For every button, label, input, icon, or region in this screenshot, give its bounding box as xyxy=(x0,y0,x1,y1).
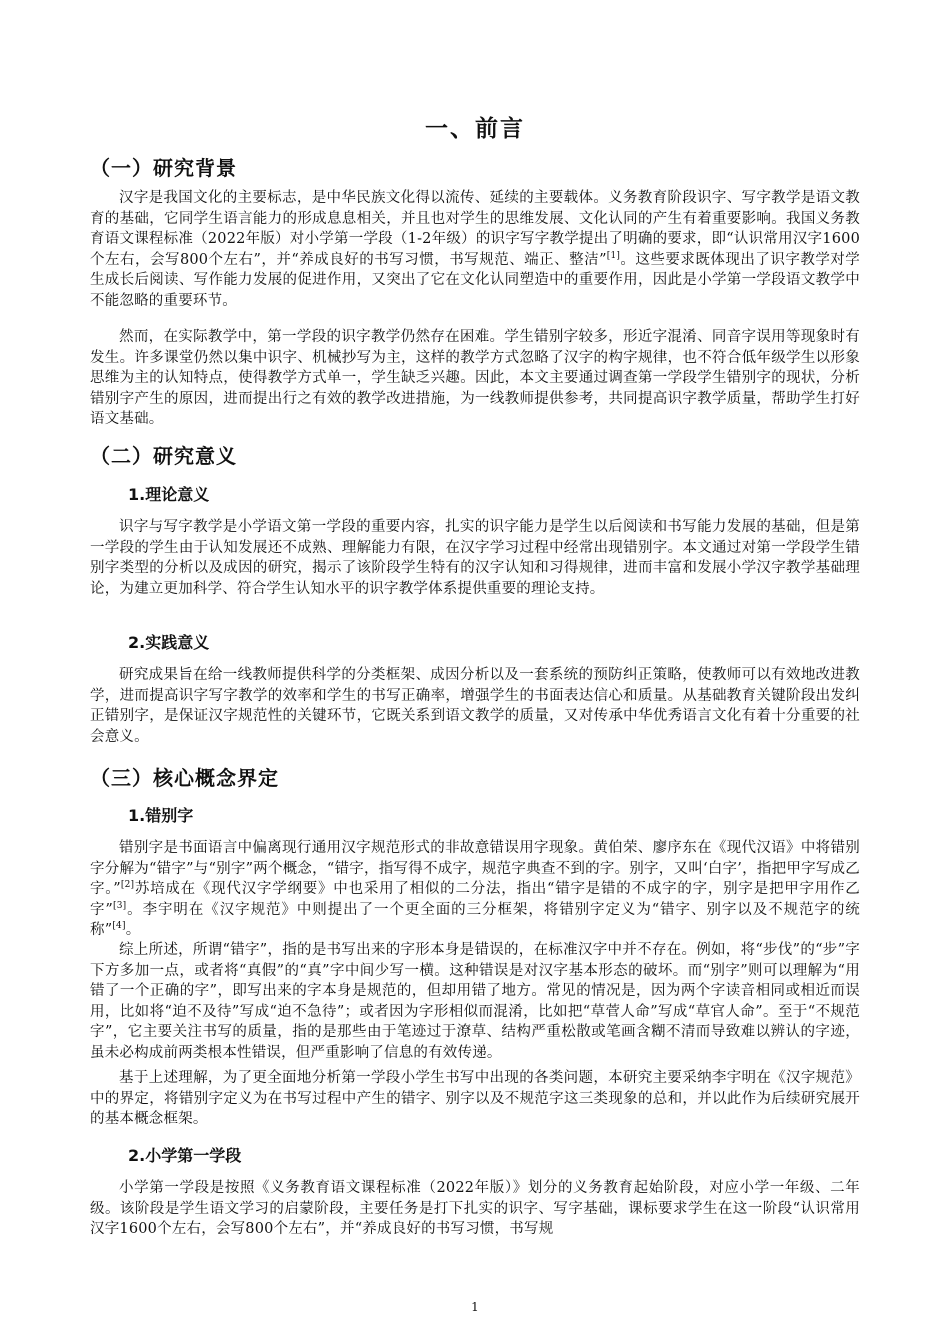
paragraph-text: 。这些要求既体现出了识字教学对学生成长后阅读、写作能力发展的促进作用，又突出了它在文化认同塑造中的重要作用，因此是小学第一学段语文教学中不能忽略的重要环节。 xyxy=(90,251,861,309)
paragraph-typo-1 xyxy=(90,838,860,941)
paragraph-typo-2: 综上所述，所谓“错字”，指的是书写出来的字形本身是错误的，在标准汉字中并不存在。例如，将“步伐”的“步”字下方多加一点，或者将“真假”的“真”字中间少写一横。这种错误是对汉字基本形态的破坏。而“别字”则可以理解为“用错了一个正确的字”，即写出来的字本身是规范的，但却用错了地方。常见的情况是，因为两个字读音相同或相近而误用，比如将“迫不及待”写成“迫不急待”；或者因为字形相似而混淆，比如把“草菅人命”写成“草官人命”。至于“不规范字”，它主要关注书写的质量，指的是那些由于笔迹过于潦草、结构严重松散或笔画含糊不清而导致难以辨认的字迹，虽未必构成前两类根本性错误，但严重影响了信息的有效传递。 xyxy=(90,942,860,1061)
subsection-heading-typo: 1.错别字 xyxy=(128,806,194,825)
section-heading-concepts: （三）核心概念界定 xyxy=(90,766,279,790)
subsection-heading-first-stage: 2.小学第一学段 xyxy=(128,1146,242,1165)
paragraph-background-1 xyxy=(90,188,860,311)
citation-ref: [2] xyxy=(120,880,135,891)
citation-ref: [3] xyxy=(113,900,127,911)
section-heading-significance: （二）研究意义 xyxy=(90,444,237,468)
paragraph-text: 。李宇明在《汉字规范》中则提出了一个更全面的三分框架，将错别字定义为“错字、别字以及不规范字的统称” xyxy=(90,901,860,938)
paragraph-text: 错别字是书面语言中偏离现行通用汉字规范形式的非故意错误用字现象。黄伯荣、廖序东在《现代汉语》中将错别字分解为“错字”与“别字”两个概念，“错字，指写得不成字，规范字典查不到的字。别字，又叫‘白字’，指把甲字写成乙字。” xyxy=(90,840,860,897)
paragraph-practice: 研究成果旨在给一线教师提供科学的分类框架、成因分析以及一套系统的预防纠正策略，使教师可以有效地改进教学，进而提高识字写字教学的效率和学生的书写正确率，增强学生的书面表达信心和质量。从基础教育关键阶段出发纠正错别字，是保证汉字规范性的关键环节，它既关系到语文教学的质量，又对传承中华优秀语言文化有着十分重要的社会意义。 xyxy=(90,667,860,745)
paragraph-theory: 识字与写字教学是小学语文第一学段的重要内容，扎实的识字能力是学生以后阅读和书写能力发展的基础，但是第一学段的学生由于认知发展还不成熟、理解能力有限，在汉字学习过程中经常出现错别字。本文通过对第一学段学生错别字类型的分析以及成因的研究，揭示了该阶段学生特有的汉字认知和习得规律，进而丰富和发展小学汉字教学基础理论，为建立更加科学、符合学生认知水平的识字教学体系提供重要的理论支持。 xyxy=(90,519,860,597)
chapter-title: 一、前言 xyxy=(425,116,525,142)
subsection-heading-theory: 1.理论意义 xyxy=(128,485,210,504)
citation-ref: [1] xyxy=(606,250,621,261)
paragraph-text: 苏培成在《现代汉字学纲要》中也采用了相似的二分法，指出“错字是错的不成字的字，别字是把甲字用作乙字” xyxy=(90,881,860,918)
paragraph-text: 。 xyxy=(125,922,141,938)
subsection-heading-practice: 2.实践意义 xyxy=(128,633,210,652)
paragraph-first-stage: 小学第一学段是按照《义务教育语文课程标准（2022年版）》划分的义务教育起始阶段，对应小学一年级、二年级。该阶段是学生语文学习的启蒙阶段，主要任务是打下扎实的识字、写字基础，课标要求学生在这一阶段“认识常用汉字1600个左右，会写800个左右”，并“养成良好的书写习惯，书写规 xyxy=(90,1180,860,1237)
paragraph-text: 汉字是我国文化的主要标志，是中华民族文化得以流传、延续的主要载体。义务教育阶段识字、写字教学是语文教育的基础，它同学生语言能力的形成息息相关，并且也对学生的思维发展、文化认同的产生有着重要影响。我国义务教育语文课程标准（2022年版）对小学第一学段（1-2年级）的识字写字教学提出了明确的要求，即“认识常用汉字1600个左右，会写800个左右”，并“养成良好的书写习惯，书写规范、端正、整洁” xyxy=(90,190,860,268)
citation-ref: [4] xyxy=(112,921,126,932)
section-heading-background: （一）研究背景 xyxy=(90,156,237,180)
paragraph-typo-3: 基于上述理解，为了更全面地分析第一学段小学生书写中出现的各类问题，本研究主要采纳李宇明在《汉字规范》中的界定，将错别字定义为在书写过程中产生的错字、别字以及不规范字这三类现象的总和，并以此作为后续研究展开的基本概念框架。 xyxy=(90,1070,860,1127)
paragraph-background-2: 然而，在实际教学中，第一学段的识字教学仍然存在困难。学生错别字较多，形近字混淆、同音字误用等现象时有发生。许多课堂仍然以集中识字、机械抄写为主，这样的教学方式忽略了汉字的构字规律，也不符合低年级学生以形象思维为主的认知特点，使得教学方式单一，学生缺乏兴趣。因此，本文主要通过调查第一学段学生错别字的现状，分析错别字产生的原因，进而提出行之有效的教学改进措施，为一线教师提供参考，共同提高识字教学质量，帮助学生打好语文基础。 xyxy=(90,329,860,427)
page-number: 1 xyxy=(471,1300,479,1314)
